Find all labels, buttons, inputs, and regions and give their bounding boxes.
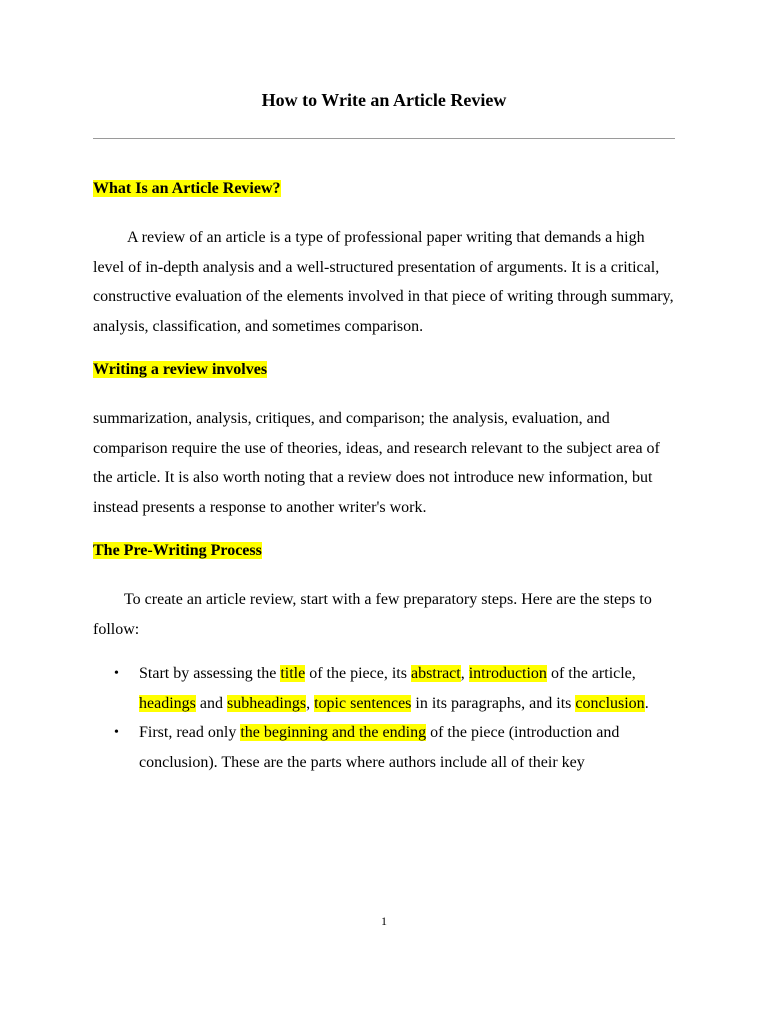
text-run: of the article, bbox=[546, 665, 636, 682]
bullet-point: • bbox=[114, 666, 119, 681]
list-item bbox=[93, 718, 675, 777]
paragraph-prewriting: To create an article review, start with a few preparatory steps. Here are the steps to follow: bbox=[93, 591, 652, 638]
page-title: How to Write an Article Review bbox=[261, 90, 507, 110]
text-run: Start by assessing the bbox=[139, 665, 281, 682]
section-heading-involves bbox=[93, 357, 675, 383]
section-heading-prewriting bbox=[93, 538, 675, 564]
heading-highlight: Writing a review involves bbox=[93, 361, 268, 378]
text-run: and bbox=[195, 694, 227, 712]
highlighted-term: title bbox=[280, 665, 306, 682]
heading-highlight: The Pre-Writing Process bbox=[93, 542, 262, 559]
highlighted-term: subheadings bbox=[226, 694, 307, 712]
text-run: First, read only bbox=[139, 724, 241, 741]
text-run: of the piece, its bbox=[305, 665, 411, 682]
title-divider bbox=[93, 138, 675, 139]
highlighted-term: the beginning and the ending bbox=[240, 724, 427, 741]
text-run: , bbox=[460, 665, 469, 682]
document-body bbox=[93, 176, 675, 777]
text-run: in its paragraphs, and its bbox=[411, 694, 576, 712]
highlighted-term: topic sentences bbox=[314, 694, 412, 712]
paragraph-involves: summarization, analysis, critiques, and comparison; the analysis, evaluation, and comparison require the use of theories, ideas, and research relevant to the subject area of the article. It is also worth noting that a review does not introduce new information, but instead presents a response to another writer's work. bbox=[93, 410, 660, 516]
highlighted-term: conclusion bbox=[575, 694, 645, 712]
highlighted-term: headings bbox=[139, 694, 196, 712]
page-number: 1 bbox=[381, 914, 387, 928]
highlighted-term: abstract bbox=[410, 665, 461, 682]
heading-highlight: What Is an Article Review? bbox=[93, 180, 281, 197]
text-run: , bbox=[306, 694, 315, 712]
bullet-point: • bbox=[114, 725, 119, 740]
section-heading-what-is bbox=[93, 176, 675, 202]
steps-list bbox=[93, 659, 675, 777]
text-run: of the piece (introduction and conclusion). These are the parts where authors include all of their key bbox=[139, 724, 620, 771]
highlighted-term: introduction bbox=[468, 665, 547, 682]
list-item bbox=[93, 659, 675, 718]
paragraph-what-is: A review of an article is a type of professional paper writing that demands a high level of in-depth analysis and a well-structured presentation of arguments. It is a critical, constructive evaluation of the elements involved in that piece of writing through summary, analysis, classification, and sometimes comparison. bbox=[93, 229, 674, 335]
text-run: . bbox=[644, 694, 649, 712]
